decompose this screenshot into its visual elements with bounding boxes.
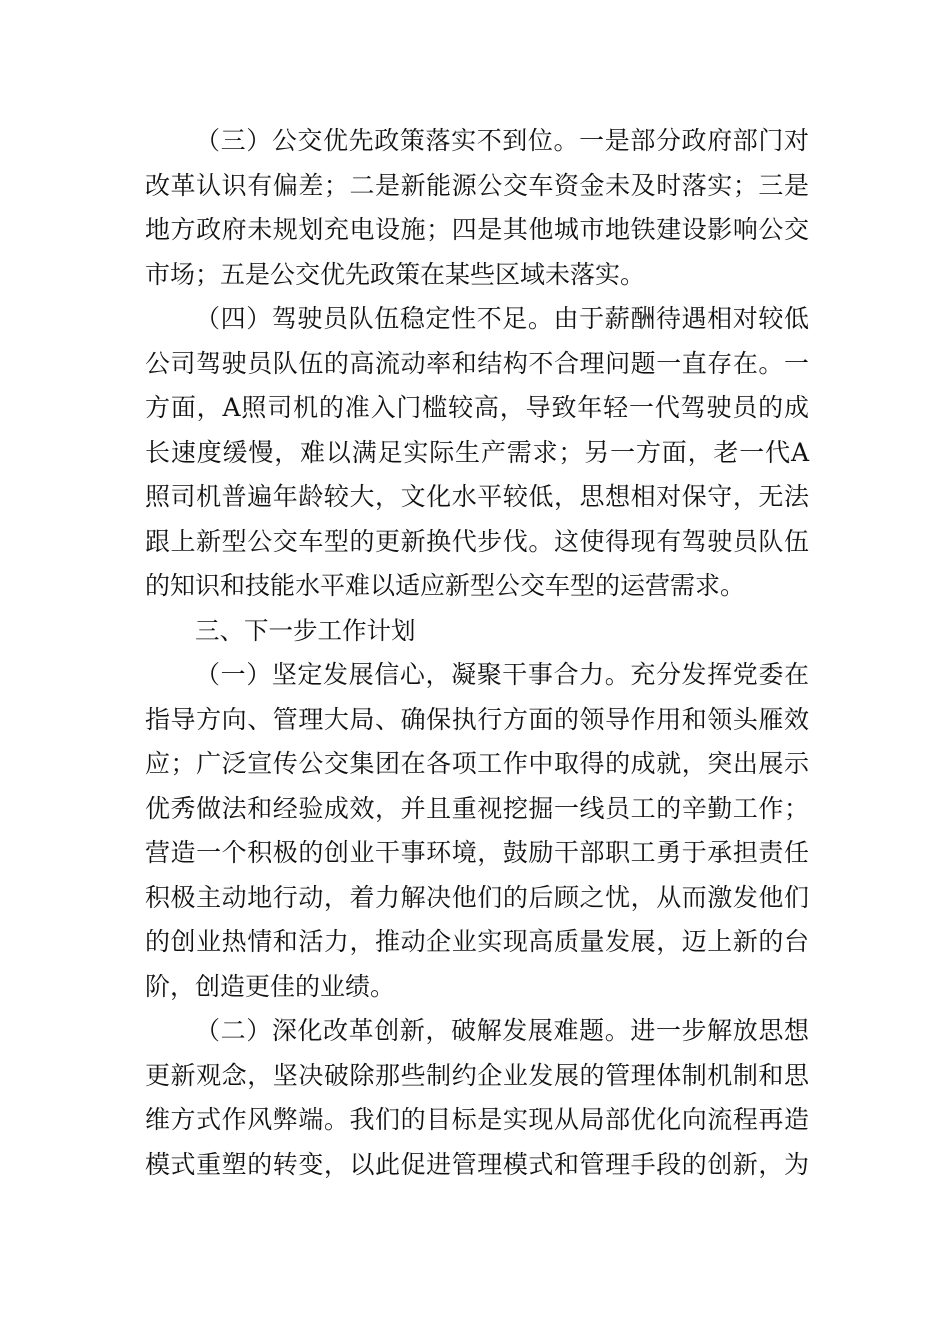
text-line: （一）坚定发展信心，凝聚干事合力。充分发挥党委在 bbox=[195, 660, 809, 689]
text-line: 积极主动地行动，着力解决他们的后顾之忧，从而激发他们 bbox=[145, 882, 809, 912]
text-line: （三）公交优先政策落实不到位。一是部分政府部门对 bbox=[195, 126, 809, 155]
section-heading: 三、下一步工作计划 bbox=[195, 615, 416, 645]
text-line: 维方式作风弊端。我们的目标是实现从局部优化向流程再造 bbox=[145, 1105, 809, 1134]
text-line: 优秀做法和经验成效，并且重视挖掘一线员工的辛勤工作； bbox=[145, 793, 809, 823]
text-line: 更新观念，坚决破除那些制约企业发展的管理体制机制和思 bbox=[145, 1060, 809, 1090]
text-line: 跟上新型公交车型的更新换代步伐。这使得现有驾驶员队伍 bbox=[145, 526, 809, 556]
text-line: 市场；五是公交优先政策在某些区域未落实。 bbox=[145, 259, 646, 289]
text-line: 阶，创造更佳的业绩。 bbox=[145, 971, 396, 1001]
text-line: 模式重塑的转变，以此促进管理模式和管理手段的创新，为 bbox=[145, 1149, 809, 1179]
document-body bbox=[145, 119, 809, 1187]
text-line: 地方政府未规划充电设施；四是其他城市地铁建设影响公交 bbox=[145, 215, 809, 244]
text-line: 方面，A照司机的准入门槛较高，导致年轻一代驾驶员的成 bbox=[145, 393, 809, 422]
text-line: 指导方向、管理大局、确保执行方面的领导作用和领头雁效 bbox=[145, 704, 809, 734]
text-line: 改革认识有偏差；二是新能源公交车资金未及时落实；三是 bbox=[145, 170, 809, 200]
text-line: 的知识和技能水平难以适应新型公交车型的运营需求。 bbox=[145, 571, 746, 600]
text-line: （二）深化改革创新，破解发展难题。进一步解放思想 bbox=[195, 1016, 809, 1045]
text-line: 的创业热情和活力，推动企业实现高质量发展，迈上新的台 bbox=[145, 927, 809, 956]
text-line: 营造一个积极的创业干事环境，鼓励干部职工勇于承担责任 bbox=[145, 838, 809, 867]
text-line: （四）驾驶员队伍稳定性不足。由于薪酬待遇相对较低 bbox=[195, 304, 809, 333]
text-line: 应；广泛宣传公交集团在各项工作中取得的成就，突出展示 bbox=[145, 749, 809, 778]
text-line: 照司机普遍年龄较大，文化水平较低，思想相对保守，无法 bbox=[145, 482, 809, 511]
text-line: 长速度缓慢，难以满足实际生产需求；另一方面，老一代A bbox=[145, 437, 809, 467]
text-line: 公司驾驶员队伍的高流动率和结构不合理问题一直存在。一 bbox=[145, 348, 809, 378]
